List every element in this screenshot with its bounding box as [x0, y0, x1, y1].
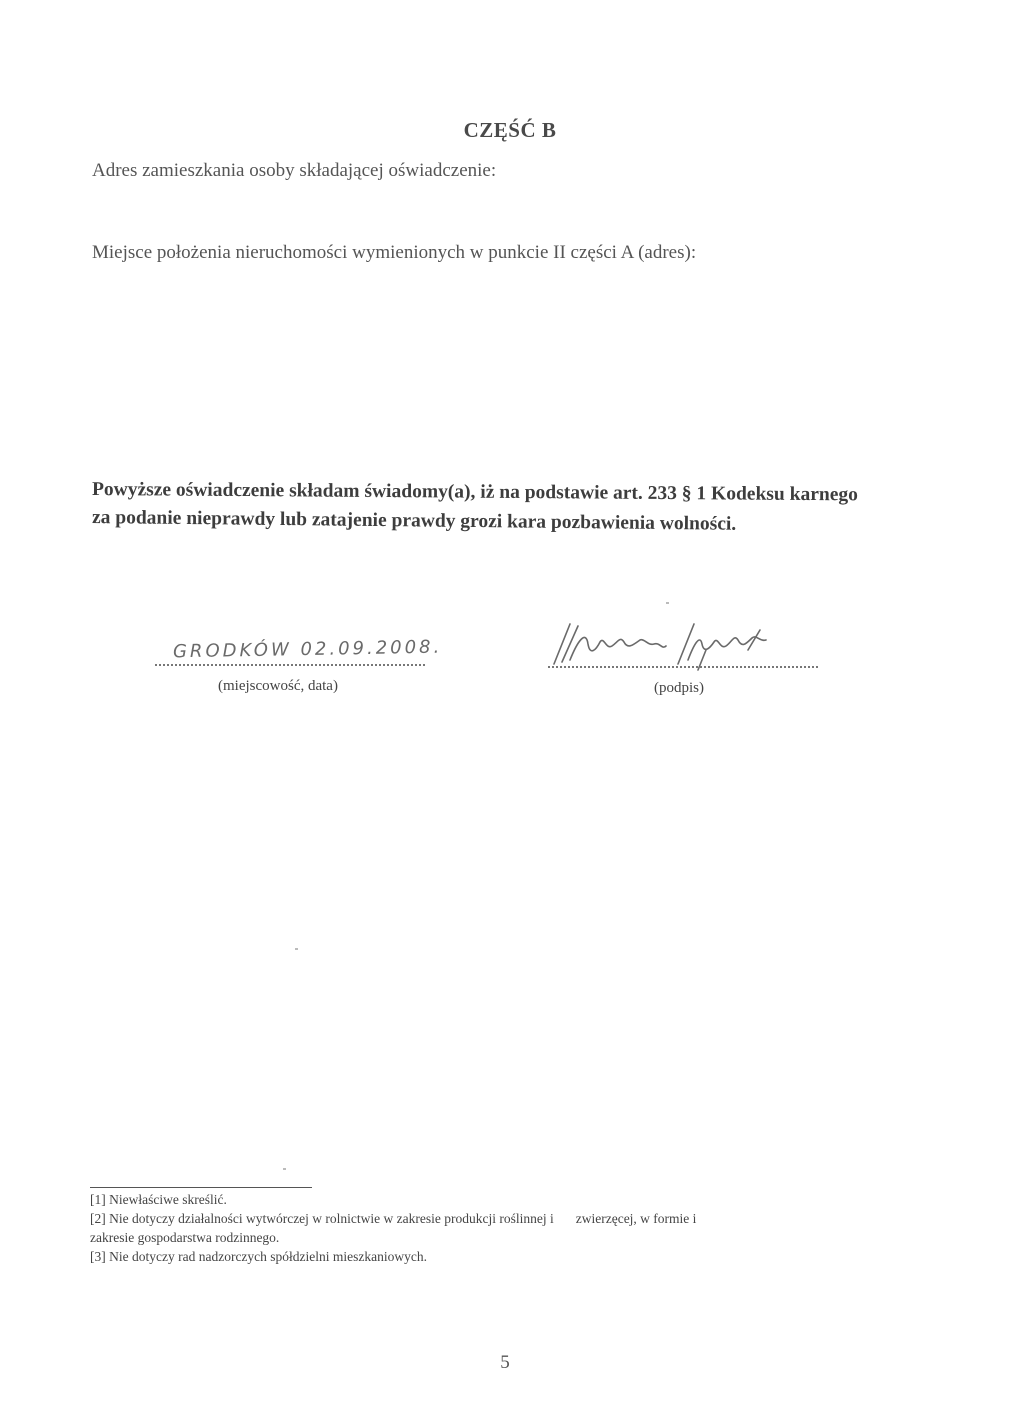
signature-caption: (podpis): [654, 680, 704, 696]
scan-speck: [666, 602, 669, 604]
footnote-text: Niewłaściwe skreślić.: [109, 1192, 227, 1207]
scan-speck: [295, 948, 298, 950]
footnote-separator: [90, 1187, 312, 1188]
declaration-line-2: za podanie nieprawdy lub zatajenie prawdy grozi kara pozbawienia wolności.: [91, 507, 737, 535]
scan-speck: [283, 1168, 286, 1170]
place-date-caption: (miejscowość, data): [218, 678, 338, 694]
footnote-3: [90, 1247, 850, 1266]
footnote-mark: [2]: [90, 1211, 106, 1226]
footnote-2-continued: [90, 1228, 850, 1247]
page-number: 5: [500, 1352, 510, 1373]
place-date-dotted-line: [155, 664, 425, 666]
handwritten-signature: [548, 620, 818, 680]
signature-dotted-line: [548, 666, 818, 668]
footnote-text: Nie dotyczy rad nadzorczych spółdzielni mieszkaniowych.: [109, 1249, 428, 1264]
footnote-text: Nie dotyczy działalności wytwórczej w rolnictwie w zakresie produkcji roślinnej i: [109, 1211, 554, 1226]
footnotes: [90, 1190, 850, 1266]
footnote-mark: [3]: [90, 1249, 106, 1264]
footnote-text-continued: zwierzęcej, w formie i: [575, 1211, 697, 1226]
place-date-handwriting: GRODKÓW 02.09.2008.: [172, 636, 443, 663]
address-label: Adres zamieszkania osoby składającej oświadczenie:: [92, 160, 497, 181]
property-location-label: Miejsce położenia nieruchomości wymienionych w punkcie II części A (adres):: [92, 242, 697, 263]
declaration-line-1: Powyższe oświadczenie składam świadomy(a), iż na podstawie art. 233 § 1 Kodeksu karnego: [91, 479, 858, 506]
declaration-statement: [91, 476, 892, 535]
footnote-mark: [1]: [90, 1192, 106, 1207]
footnote-2: [90, 1209, 850, 1228]
section-heading: CZĘŚĆ B: [463, 118, 557, 142]
footnote-1: [90, 1190, 850, 1209]
footnote-text: zakresie gospodarstwa rodzinnego.: [90, 1230, 280, 1245]
